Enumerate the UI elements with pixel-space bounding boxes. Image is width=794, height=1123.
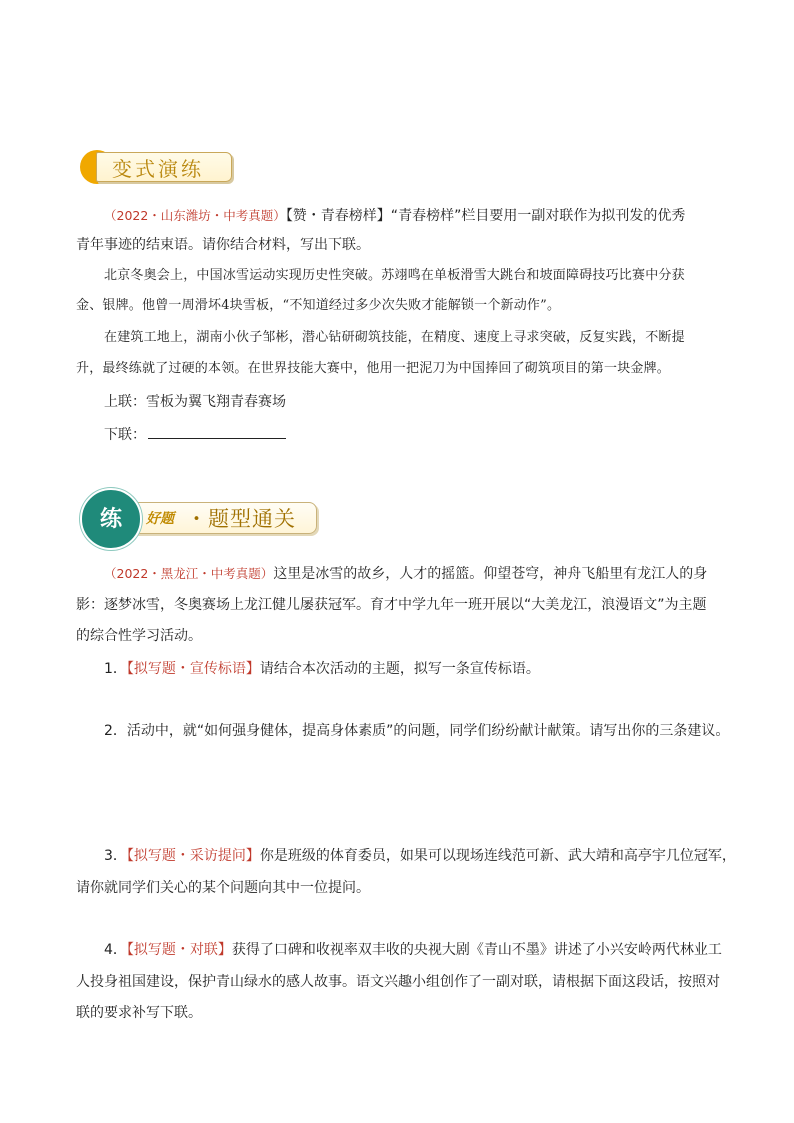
practice-badge-icon bbox=[80, 488, 142, 550]
section-banner-practice bbox=[80, 488, 320, 548]
question-4-line: 人投身祖国建设，保护青山绿水的感人故事。语文兴趣小组创作了一副对联，请根据下面这段话，按照对 bbox=[76, 974, 720, 990]
lower-couplet-line bbox=[104, 422, 286, 447]
question-4: 4．【拟写题・对联】获得了口碑和收视率双丰收的央视大剧《青山不墨》讲述了小兴安岭两代林业工 bbox=[104, 942, 722, 958]
answer-blank[interactable] bbox=[148, 422, 286, 439]
question-3: 3．【拟写题・采访提问】你是班级的体育委员，如果可以现场连线范可新、武大靖和高亭宇几位冠军， bbox=[104, 848, 736, 864]
section-banner-variant-practice bbox=[80, 150, 235, 186]
question-intro-line bbox=[104, 204, 685, 228]
banner-title: 变式演练 bbox=[112, 157, 204, 181]
question-tag: 【拟写题・采访提问】 bbox=[126, 848, 260, 864]
question-4-line: 联的要求补写下联。 bbox=[76, 1005, 202, 1021]
question-intro-line: 的综合性学习活动。 bbox=[76, 628, 202, 644]
banner-title: ・题型通关 bbox=[186, 507, 296, 531]
lower-couplet-label: 下联： bbox=[104, 427, 146, 443]
question-1: 1．【拟写题・宣传标语】请结合本次活动的主题，拟写一条宣传标语。 bbox=[104, 661, 540, 677]
question-2: 2．活动中，就“如何强身健体，提高身体素质”的问题，同学们纷纷献计献策。请写出你的三条建议。 bbox=[104, 723, 730, 739]
question-intro-text: 这里是冰雪的故乡，人才的摇篮。仰望苍穹，神舟飞船里有龙江人的身 bbox=[273, 566, 708, 582]
material-paragraph: 升，最终练就了过硬的本领。在世界技能大赛中，他用一把泥刀为中国捧回了砌筑项目的第一块金牌。 bbox=[76, 361, 671, 376]
question-source: （2022・黑龙江・中考真题） bbox=[104, 566, 274, 581]
question-intro-line: 影：逐梦冰雪，冬奥赛场上龙江健儿屡获冠军。育才中学九年一班开展以“大美龙江，浪漫语文”为主题 bbox=[76, 597, 707, 613]
material-paragraph: 金、银牌。他曾一周滑坏4块雪板，“不知道经过多少次失败才能解锁一个新动作”。 bbox=[76, 298, 561, 313]
question-tag: 【拟写题・宣传标语】 bbox=[126, 661, 260, 677]
question-tag: 【拟写题・对联】 bbox=[126, 942, 232, 958]
badge-text: 练 bbox=[99, 507, 122, 532]
banner-subtitle: 好题 bbox=[146, 511, 174, 527]
material-paragraph: 北京冬奥会上，中国冰雪运动实现历史性突破。苏翊鸣在单板滑雪大跳台和坡面障碍技巧比赛中分获 bbox=[104, 268, 685, 283]
question-intro-line: 青年事迹的结束语。请你结合材料，写出下联。 bbox=[76, 237, 370, 253]
upper-couplet: 上联：雪板为翼飞翔青春赛场 bbox=[104, 394, 286, 410]
question-intro-text: 【赞・青春榜样】“青春榜样”栏目要用一副对联作为拟刊发的优秀 bbox=[285, 208, 686, 224]
question-source: （2022・山东潍坊・中考真题） bbox=[104, 208, 286, 223]
question-intro-line bbox=[104, 562, 707, 586]
question-3-line: 请你就同学们关心的某个问题向其中一位提问。 bbox=[76, 880, 370, 896]
material-paragraph: 在建筑工地上，湖南小伙子邹彬，潜心钻研砌筑技能，在精度、速度上寻求突破，反复实践，不断提 bbox=[104, 330, 685, 345]
